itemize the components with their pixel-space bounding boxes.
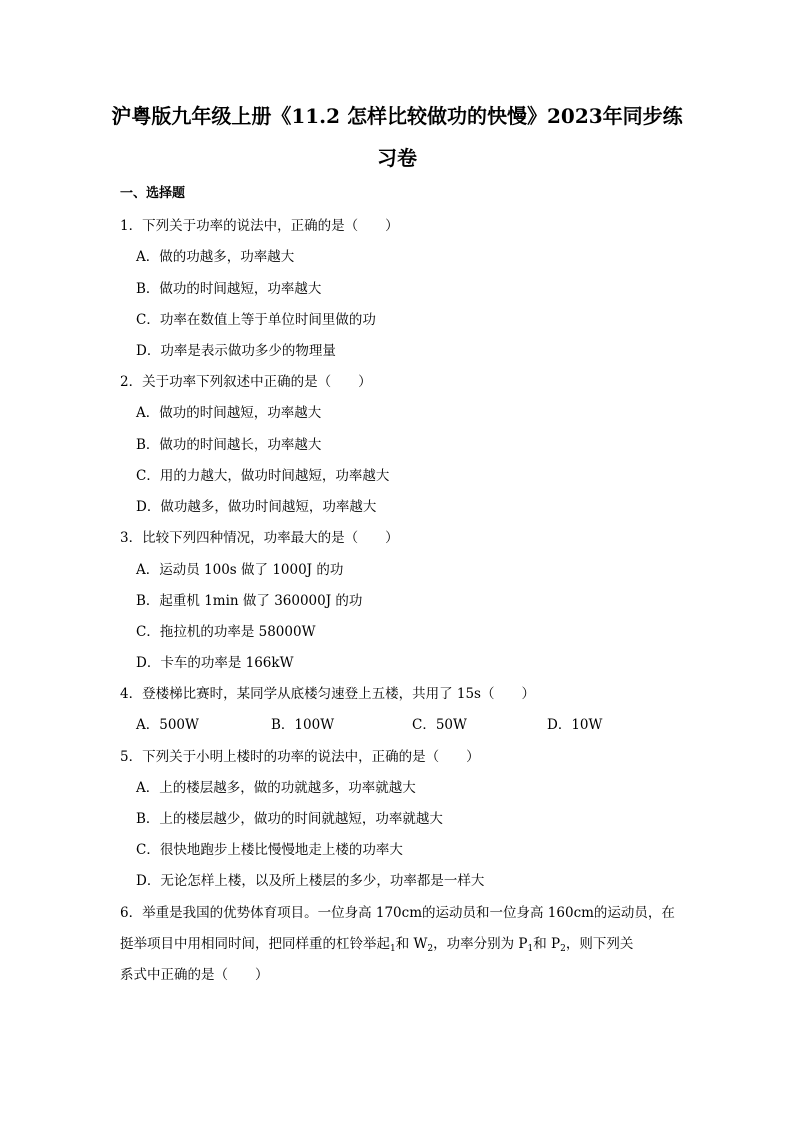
question-4-option-b: B．100W (271, 717, 335, 733)
question-4-options-row (0, 715, 794, 735)
question-6-subscript-4: 2 (560, 944, 566, 954)
question-4-option-a: A．500W (136, 717, 199, 733)
question-3-stem: 3．比较下列四种情况，功率最大的是（ ） (120, 530, 399, 546)
question-6-subscript-1: 1 (390, 944, 396, 954)
document-title-line-2: 习卷 (377, 146, 417, 170)
question-6-text-b: 和 W (395, 936, 428, 952)
question-4-option-d: D．10W (547, 717, 603, 733)
question-6-text-a: 挺举项目中用相同时间，把同样重的杠铃举起 (120, 936, 390, 952)
question-6-stem-line-3: 系式中正确的是（ ） (120, 967, 269, 983)
question-3-option-d: D．卡车的功率是 166kW (136, 655, 294, 671)
question-1-stem: 1．下列关于功率的说法中，正确的是（ ） (120, 218, 399, 234)
question-6-subscript-2: 2 (427, 944, 434, 954)
question-4-stem: 4．登楼梯比赛时，某同学从底楼匀速登上五楼，共用了 15s（ ） (120, 686, 535, 702)
document-title-line-1: 沪粤版九年级上册《11.2 怎样比较做功的快慢》2023年同步练 (111, 104, 683, 128)
question-6-subscript-3: 1 (527, 944, 534, 954)
question-2-stem: 2．关于功率下列叙述中正确的是（ ） (120, 374, 372, 390)
question-3-option-c: C．拖拉机的功率是 58000W (136, 624, 316, 640)
question-5-option-b: B．上的楼层越少，做功的时间就越短，功率就越大 (136, 811, 443, 827)
question-1-option-a: A．做的功越多，功率越大 (136, 249, 295, 265)
question-2-option-a: A．做功的时间越短，功率越大 (136, 405, 322, 421)
question-6-stem-line-1: 6．举重是我国的优势体育项目。一位身高 170cm的运动员和一位身高 160cm的运动员，在 (120, 905, 675, 921)
question-4-option-c: C．50W (412, 717, 467, 733)
question-3-option-a: A．运动员 100s 做了 1000J 的功 (136, 562, 344, 578)
question-6-text-e: ，则下列关 (565, 936, 634, 952)
question-5-option-a: A．上的楼层越多，做的功就越多，功率就越大 (136, 780, 416, 796)
question-5-option-d: D．无论怎样上楼，以及所上楼层的多少，功率都是一样大 (136, 873, 485, 889)
question-3-option-b: B．起重机 1min 做了 360000J 的功 (136, 593, 363, 609)
question-1-option-b: B．做功的时间越短，功率越大 (136, 281, 322, 297)
question-2-option-d: D．做功越多，做功时间越短，功率越大 (136, 499, 377, 515)
question-5-stem: 5．下列关于小明上楼时的功率的说法中，正确的是（ ） (120, 749, 480, 765)
section-heading: 一、选择题 (120, 186, 186, 201)
question-6-text-c: ，功率分别为 P (433, 936, 528, 952)
question-1-option-c: C．功率在数值上等于单位时间里做的功 (136, 312, 376, 328)
question-2-option-c: C．用的力越大，做功时间越短，功率越大 (136, 468, 390, 484)
question-6-text-d: 和 P (533, 936, 561, 952)
question-2-option-b: B．做功的时间越长，功率越大 (136, 437, 322, 453)
question-6-stem-line-2 (120, 934, 676, 959)
question-5-option-c: C．很快地跑步上楼比慢慢地走上楼的功率大 (136, 842, 403, 858)
question-1-option-d: D．功率是表示做功多少的物理量 (136, 343, 336, 359)
